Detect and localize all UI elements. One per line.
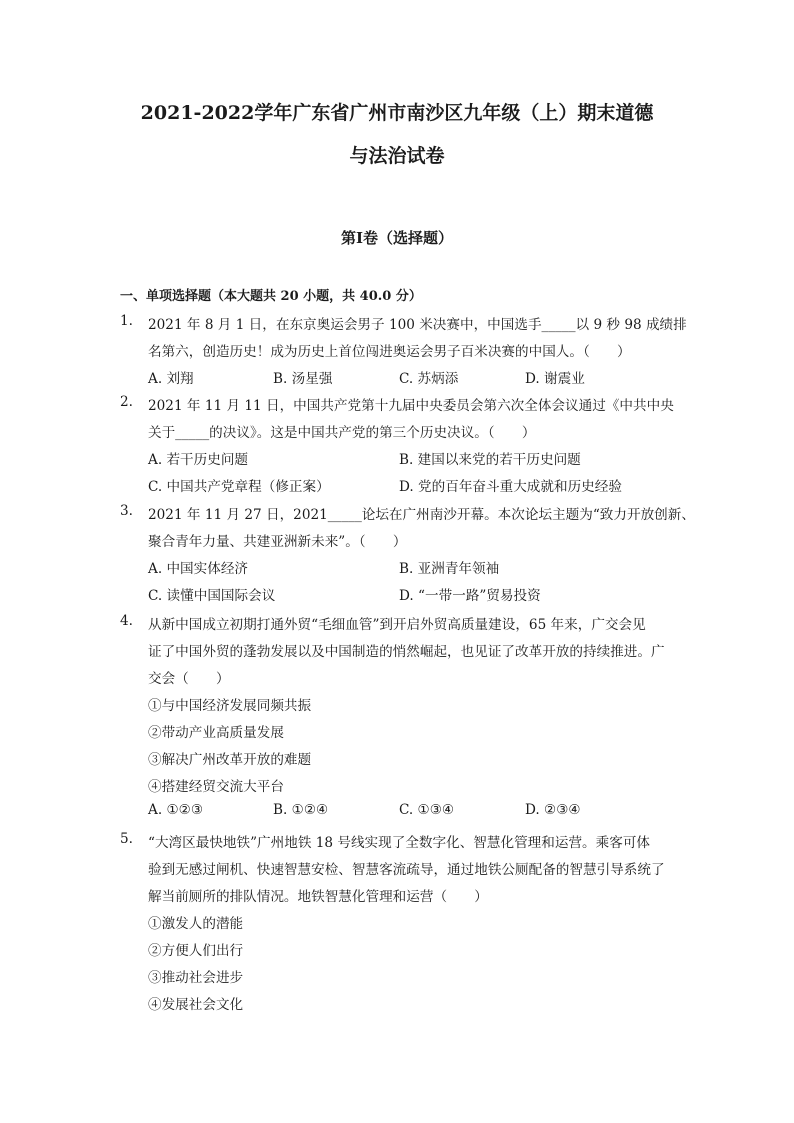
question-text-line: 证了中国外贸的蓬勃发展以及中国制造的悄然崛起，也见证了改革开放的持续推进。广 (148, 644, 665, 660)
question-text-line: 聚合青年力量、共建亚洲新未来”。（ ） (148, 534, 407, 550)
option-d: D. “一带一路”贸易投资 (399, 588, 541, 604)
option-b: B. 亚洲青年领袖 (399, 561, 500, 577)
question-text-line: 2021 年 11 月 11 日，中国共产党第十九届中央委员会第六次全体会议通过《中共中央 (148, 398, 674, 414)
question-text-line: 验到无感过闸机、快速智慧安检、智慧客流疏导，通过地铁公厕配备的智慧引导系统了 (148, 862, 665, 878)
option-d: D. 谢震业 (525, 371, 585, 387)
option-c: C. 读懂中国国际会议 (148, 588, 276, 604)
question-number: 1. (120, 313, 133, 329)
question-text-line: 解当前厕所的排队情况。地铁智慧化管理和运营（ ） (148, 889, 488, 905)
section-title: 第Ⅰ卷（选择题） (340, 229, 454, 247)
exam-title (100, 92, 694, 178)
statement-item: ③推动社会进步 (148, 970, 244, 986)
statement-item: ②方便人们出行 (148, 943, 244, 959)
option-a: A. 刘翔 (148, 371, 194, 387)
statement-item: ④发展社会文化 (148, 997, 244, 1013)
question-number: 5. (120, 831, 133, 847)
question-text-line: “大湾区最快地铁”广州地铁 18 号线实现了全数字化、智慧化管理和运营。乘客可体 (148, 835, 651, 851)
question-text-line: 从新中国成立初期打通外贸“毛细血管”到开启外贸高质量建设，65 年来，广交会见 (148, 617, 646, 633)
option-a: A. ①②③ (148, 802, 204, 818)
question-text-line: 交会（ ） (148, 671, 230, 687)
option-b: B. ①②④ (273, 802, 329, 818)
option-c: C. 中国共产党章程（修正案） (148, 479, 330, 495)
question-number: 3. (120, 503, 133, 519)
question-text-line: 名第六，创造历史！成为历史上首位闯进奥运会男子百米决赛的中国人。（ ） (148, 344, 631, 360)
question-number: 2. (120, 394, 133, 410)
option-d: D. 党的百年奋斗重大成就和历史经验 (399, 479, 622, 495)
question-number: 4. (120, 613, 133, 629)
option-c: C. 苏炳添 (399, 371, 459, 387)
question-text-line: 2021 年 8 月 1 日，在东京奥运会男子 100 米决赛中，中国选手_____以 9 秒 98 成绩排 (148, 317, 687, 333)
option-a: A. 中国实体经济 (148, 561, 249, 577)
question-text-line: 关于_____的决议》。这是中国共产党的第三个历史决议。（ ） (148, 425, 536, 441)
option-a: A. 若干历史问题 (148, 452, 249, 468)
option-b: B. 汤星强 (273, 371, 333, 387)
statement-item: ②带动产业高质量发展 (148, 725, 284, 741)
statement-item: ④搭建经贸交流大平台 (148, 779, 284, 795)
part-header: 一、单项选择题（本大题共 20 小题，共 40.0 分） (120, 289, 422, 304)
title-line-2: 与法治试卷 (349, 145, 445, 167)
option-c: C. ①③④ (399, 802, 455, 818)
title-line-1: 2021-2022学年广东省广州市南沙区九年级（上）期末道德 (140, 102, 654, 124)
option-d: D. ②③④ (525, 802, 581, 818)
statement-item: ①与中国经济发展同频共振 (148, 698, 312, 714)
statement-item: ③解决广州改革开放的难题 (148, 752, 312, 768)
question-text-line: 2021 年 11 月 27 日，2021_____论坛在广州南沙开幕。本次论坛主题为“致力开放创新、 (148, 507, 695, 523)
statement-item: ①激发人的潜能 (148, 916, 244, 932)
option-b: B. 建国以来党的若干历史问题 (399, 452, 581, 468)
